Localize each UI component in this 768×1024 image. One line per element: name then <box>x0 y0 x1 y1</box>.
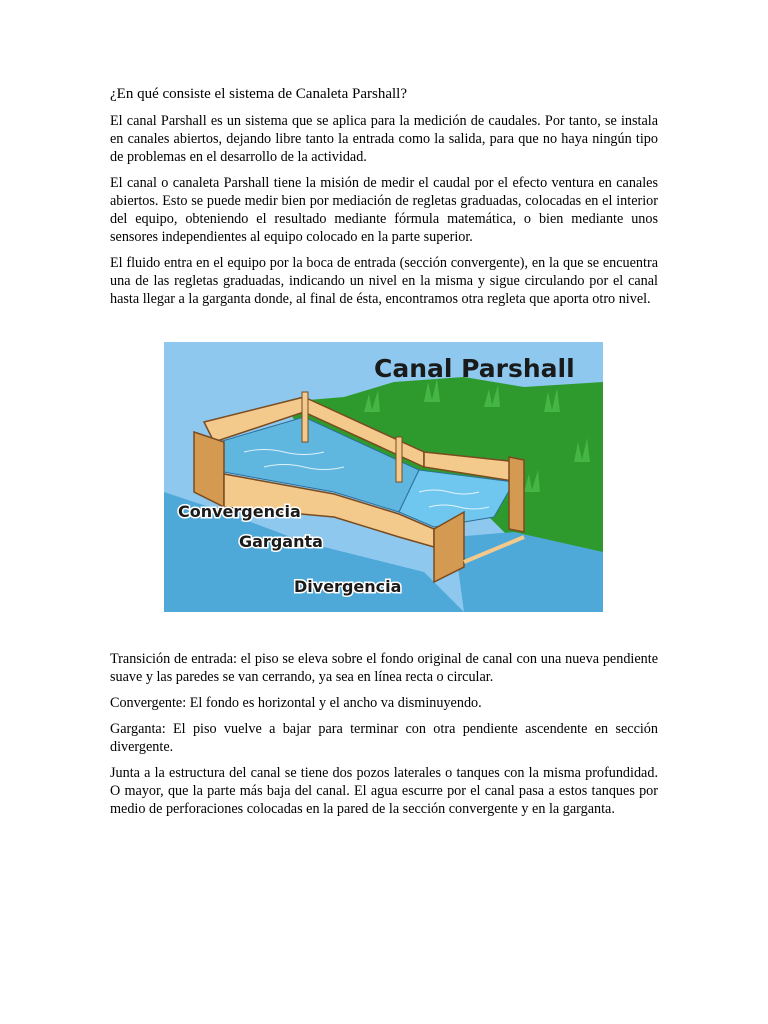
paragraph-5: Convergente: El fondo es horizontal y el ancho va disminuyendo. <box>110 695 482 711</box>
paragraph-4: Transición de entrada: el piso se eleva sobre el fondo original de canal con una nueva pendiente suave y las paredes se van cerrando, ya sea en línea recta o circular. <box>110 651 658 685</box>
paragraph-3: El fluido entra en el equipo por la boca de entrada (sección convergente), en la que se encuentra una de las regletas graduadas, indicando un nivel en la misma y sigue circulando por el canal hasta llegar a la garganta donde, al final de ésta, encontramos otra regleta que aporta otro nivel. <box>110 255 658 307</box>
paragraph-1: El canal Parshall es un sistema que se aplica para la medición de caudales. Por tanto, se instala en canales abiertos, dejando libre tanto la entrada como la salida, para que no haya ningún tipo de problemas en el desarrollo de la actividad. <box>110 113 658 165</box>
gauge-post-1 <box>302 392 308 442</box>
document-body-top <box>110 84 658 316</box>
figure-title: Canal Parshall <box>374 354 575 383</box>
label-divergencia: Divergencia <box>294 577 402 596</box>
page-title: ¿En qué consiste el sistema de Canaleta Parshall? <box>110 86 407 102</box>
end-pillar <box>509 457 524 532</box>
label-garganta: Garganta <box>239 532 323 551</box>
parshall-flume-illustration <box>164 342 603 612</box>
paragraph-2: El canal o canaleta Parshall tiene la misión de medir el caudal por el efecto ventura en canales abiertos. Esto se puede medir bien por mediación de regletas graduadas, colocadas en el interior del equipo, obteniendo el resultado mediante fórmula matemática, o bien mediante unos sensores independientes al equipo colocado en la parte superior. <box>110 175 658 245</box>
paragraph-6: Garganta: El piso vuelve a bajar para terminar con otra pendiente ascendente en sección divergente. <box>110 721 658 755</box>
document-body-bottom <box>110 650 658 826</box>
gauge-post-2 <box>396 437 402 482</box>
paragraph-7: Junta a la estructura del canal se tiene dos pozos laterales o tanques con la misma profundidad. O mayor, que la parte más baja del canal. El agua escurre por el canal pasa a estos tanques por medio de perforaciones colocadas en la pared de la sección convergente y en la garganta. <box>110 765 658 817</box>
label-convergencia: Convergencia <box>178 502 301 521</box>
